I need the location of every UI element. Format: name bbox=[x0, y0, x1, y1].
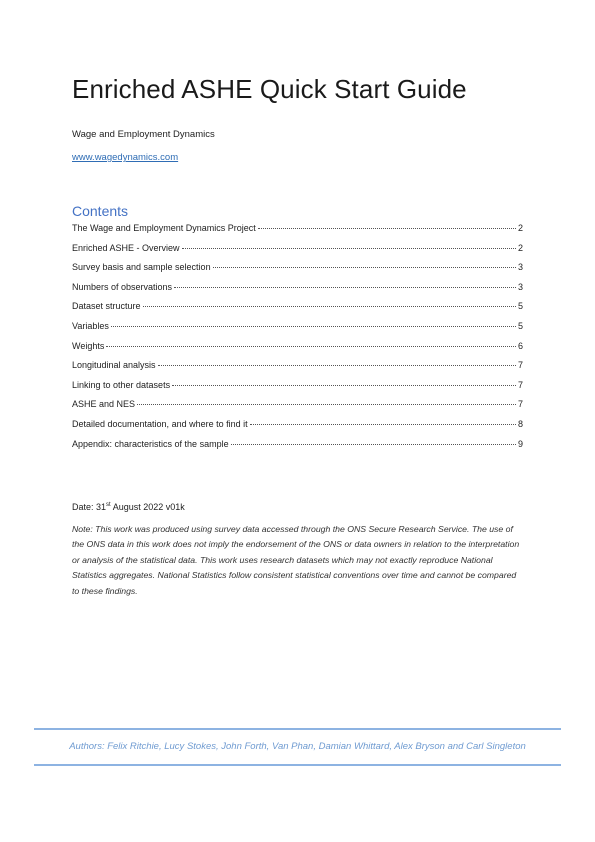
toc-dot-leader bbox=[250, 424, 516, 425]
toc-entry-page-number: 8 bbox=[517, 418, 523, 429]
toc-entry-label: Detailed documentation, and where to find it bbox=[72, 418, 248, 429]
authors-line: Authors: Felix Ritchie, Lucy Stokes, John Forth, Van Phan, Damian Whittard, Alex Bryson and Carl Singleton bbox=[69, 741, 526, 752]
toc-entry[interactable] bbox=[72, 262, 523, 282]
toc-entry[interactable] bbox=[72, 223, 523, 243]
toc-entry-page-number: 9 bbox=[517, 438, 523, 449]
toc-entry-label: The Wage and Employment Dynamics Project bbox=[72, 223, 256, 233]
toc-dot-leader bbox=[137, 404, 516, 405]
toc-dot-leader bbox=[158, 365, 516, 366]
toc-entry[interactable] bbox=[72, 419, 523, 439]
toc-entry-page-number: 3 bbox=[517, 281, 523, 292]
toc-entry-page-number: 3 bbox=[517, 262, 523, 273]
contents-heading: Contents bbox=[72, 203, 129, 219]
toc-entry-page-number: 6 bbox=[517, 340, 523, 351]
toc-dot-leader bbox=[182, 248, 516, 249]
toc-entry-page-number: 7 bbox=[517, 360, 523, 371]
date-suffix: August 2022 v01k bbox=[110, 502, 185, 512]
table-of-contents bbox=[72, 223, 523, 458]
toc-entry-page-number: 2 bbox=[517, 242, 523, 253]
document-subtitle: Wage and Employment Dynamics bbox=[72, 129, 215, 140]
toc-entry-page-number: 5 bbox=[517, 320, 523, 331]
toc-entry[interactable] bbox=[72, 360, 523, 380]
toc-dot-leader bbox=[258, 228, 516, 229]
toc-dot-leader bbox=[111, 326, 516, 327]
toc-entry-label: Weights bbox=[72, 340, 105, 351]
toc-entry-page-number: 7 bbox=[517, 379, 523, 390]
toc-entry[interactable] bbox=[72, 341, 523, 361]
date-superscript: st bbox=[106, 502, 111, 508]
toc-entry-label: Linking to other datasets bbox=[72, 379, 171, 390]
toc-entry-label: Survey basis and sample selection bbox=[72, 262, 211, 273]
toc-dot-leader bbox=[106, 346, 516, 347]
toc-entry[interactable] bbox=[72, 439, 523, 459]
toc-entry-label: Dataset structure bbox=[72, 301, 141, 312]
toc-entry[interactable] bbox=[72, 380, 523, 400]
toc-entry[interactable] bbox=[72, 282, 523, 302]
authors-bottom-rule bbox=[34, 764, 561, 766]
toc-entry-label: Numbers of observations bbox=[72, 281, 173, 292]
toc-entry-label: Variables bbox=[72, 320, 109, 331]
toc-entry-page-number: 7 bbox=[517, 399, 523, 410]
toc-dot-leader bbox=[143, 306, 516, 307]
toc-entry[interactable] bbox=[72, 321, 523, 341]
toc-entry-label: Appendix: characteristics of the sample bbox=[72, 438, 229, 449]
toc-entry-label: Enriched ASHE - Overview bbox=[72, 242, 180, 253]
toc-dot-leader bbox=[213, 267, 516, 268]
toc-entry-page-number: 5 bbox=[517, 301, 523, 312]
toc-entry[interactable] bbox=[72, 301, 523, 321]
toc-entry[interactable] bbox=[72, 243, 523, 263]
toc-dot-leader bbox=[231, 444, 516, 445]
toc-entry-label: ASHE and NES bbox=[72, 399, 136, 410]
toc-entry-label: Longitudinal analysis bbox=[72, 360, 156, 371]
toc-dot-leader bbox=[172, 385, 516, 386]
disclaimer-note: Note: This work was produced using survey data accessed through the ONS Secure Research Service. The use of the ONS data in this work does not imply the endorsement of the ONS or data owners in relation to the interpretation or analysis of the statistical data. This work uses research datasets which may not exactly reproduce National Statistics aggregates. National Statistics follow consistent statistical conventions over time and cannot be compared to these findings. bbox=[72, 524, 520, 596]
toc-dot-leader bbox=[174, 287, 516, 288]
document-title: Enriched ASHE Quick Start Guide bbox=[72, 74, 467, 104]
toc-entry[interactable] bbox=[72, 399, 523, 419]
authors-top-rule bbox=[34, 728, 561, 730]
document-date bbox=[72, 502, 185, 512]
date-prefix: Date: 31 bbox=[72, 502, 107, 512]
toc-entry-page-number: 2 bbox=[517, 223, 523, 233]
website-link[interactable]: www.wagedynamics.com bbox=[72, 152, 179, 163]
